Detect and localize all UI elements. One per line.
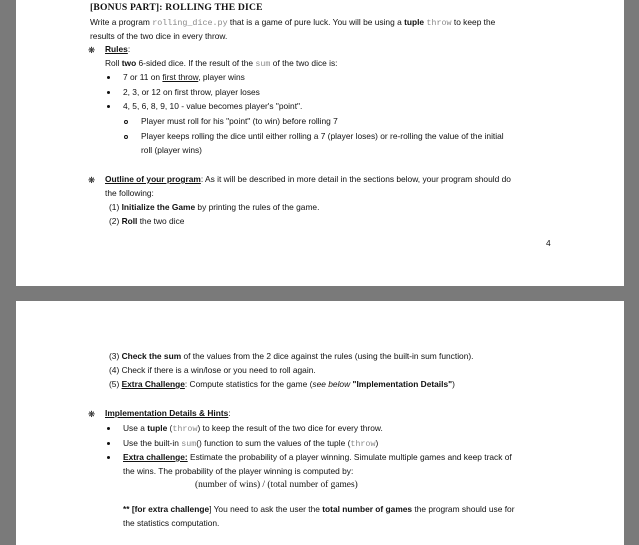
intro-line-2: results of the two dice in every throw. (90, 31, 228, 41)
implementation-label: Implementation Details & Hints: (105, 408, 231, 418)
disc-bullet-icon (107, 456, 110, 459)
rules-description: Roll two 6-sided dice. If the result of the sum of the two dice is: (105, 58, 338, 69)
disc-bullet-icon (107, 427, 110, 430)
outline-line-2: the following: (105, 188, 154, 198)
rule-sub-item-1: Player must roll for his "point" (to win) before rolling 7 (141, 116, 338, 126)
circle-bullet-icon (124, 120, 128, 124)
rules-label: Rules: (105, 44, 131, 54)
outline-step-5: (5) Extra Challenge: Compute statistics for the game (see below "Implementation Details") (109, 379, 455, 389)
disc-bullet-icon (107, 105, 110, 108)
rule-item-1: 7 or 11 on first throw, player wins (123, 72, 245, 82)
disc-bullet-icon (107, 442, 110, 445)
extra-challenge-note-line-2: the statistics computation. (123, 518, 220, 528)
outline-step-3: (3) Check the sum of the values from the 2 dice against the rules (using the built-in sum function). (109, 351, 474, 361)
outline-step-2: (2) Roll the two dice (109, 216, 185, 226)
rule-sub-item-2-line-2: roll (player wins) (141, 145, 202, 155)
disc-bullet-icon (107, 76, 110, 79)
rule-item-2: 2, 3, or 12 on first throw, player loses (123, 87, 260, 97)
rule-item-3: 4, 5, 6, 8, 9, 10 - value becomes player's "point". (123, 101, 303, 111)
outline-step-1: (1) Initialize the Game by printing the rules of the game. (109, 202, 320, 212)
circle-bullet-icon (124, 135, 128, 139)
code-throw: throw (426, 18, 452, 28)
document-page-4 (16, 0, 624, 286)
section-heading: [BONUS PART]: ROLLING THE DICE (90, 2, 263, 13)
impl-item-3-line-2: the wins. The probability of the player winning is computed by: (123, 466, 354, 476)
disc-bullet-icon (107, 91, 110, 94)
star-bullet-icon: ❋ (88, 175, 96, 185)
code-filename: rolling_dice.py (152, 18, 228, 28)
intro-line-1: Write a program rolling_dice.py that is a game of pure luck. You will be using a tuple throw to keep the (90, 17, 496, 28)
extra-challenge-note-line-1: ** [for extra challenge] You need to ask the user the total number of games the program should use for (123, 504, 515, 514)
document-page-5 (16, 301, 624, 545)
impl-item-1: Use a tuple (throw) to keep the result of the two dice for every throw. (123, 423, 383, 434)
outline-line-1: Outline of your program: As it will be described in more detail in the sections below, your program should do (105, 174, 511, 184)
page-number: 4 (546, 238, 551, 248)
star-bullet-icon: ❋ (88, 409, 96, 419)
impl-item-2: Use the built-in sum() function to sum the values of the tuple (throw) (123, 438, 379, 449)
star-bullet-icon: ❋ (88, 45, 96, 55)
rule-sub-item-2-line-1: Player keeps rolling the dice until either rolling a 7 (player loses) or re-rolling the value of the initial (141, 131, 504, 141)
probability-formula: (number of wins) / (total number of games) (195, 480, 358, 490)
impl-item-3-line-1: Extra challenge: Estimate the probability of a player winning. Simulate multiple games and keep track of (123, 452, 512, 462)
outline-step-4: (4) Check if there is a win/lose or you need to roll again. (109, 365, 316, 375)
